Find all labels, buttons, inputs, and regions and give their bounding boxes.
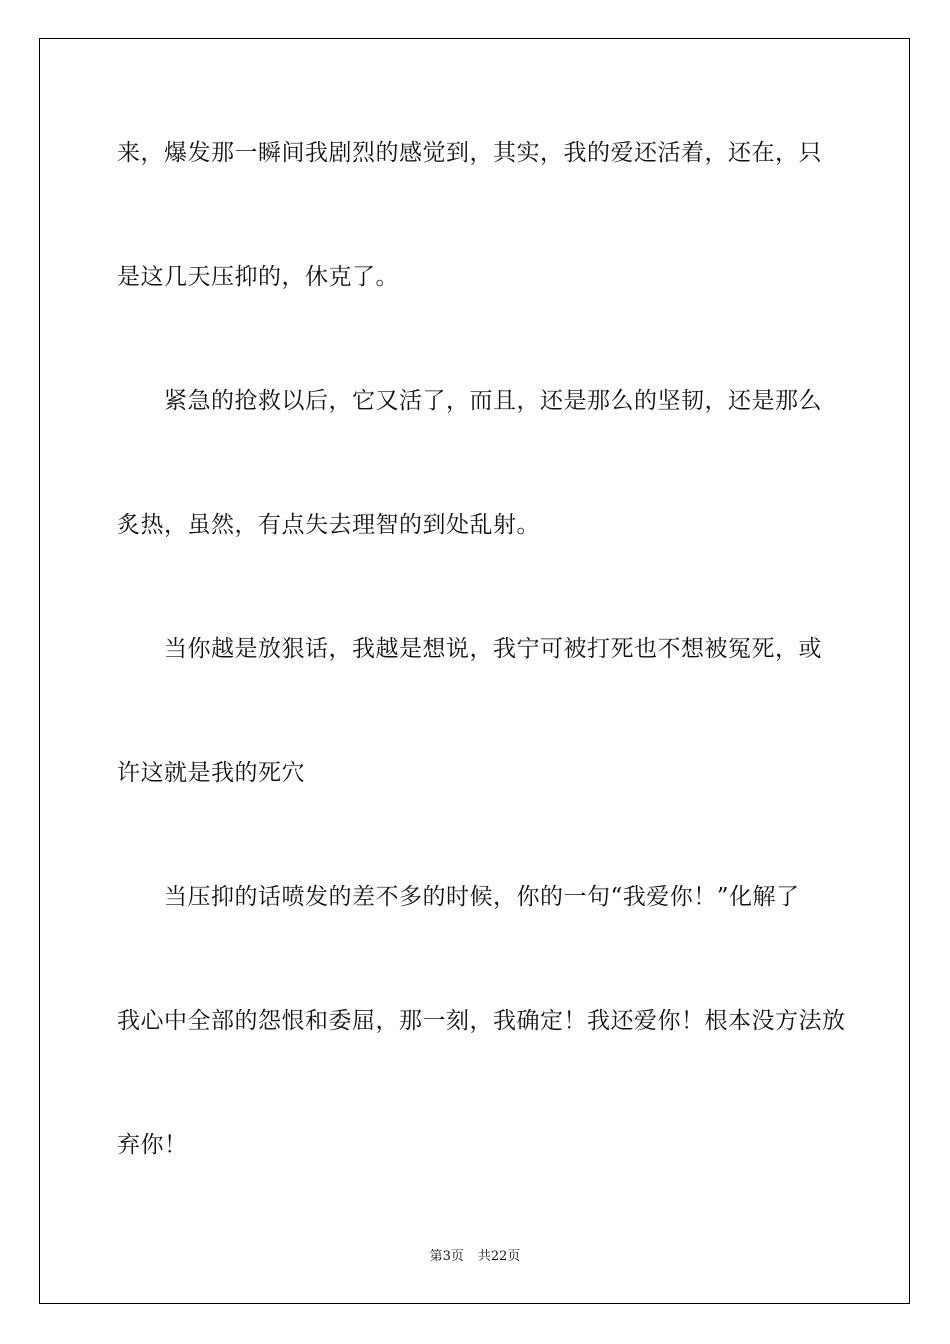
page-border [39, 38, 910, 1304]
text-line: 炙热，虽然，有点失去理智的到处乱射。 [117, 512, 540, 538]
text-line: 当你越是放狠话，我越是想说，我宁可被打死也不想被冤死，或 [117, 636, 822, 662]
text-line: 紧急的抢救以后，它又活了，而且，还是那么的坚韧，还是那么 [117, 388, 822, 414]
text-line: 来，爆发那一瞬间我剧烈的感觉到，其实，我的爱还活着，还在，只 [117, 140, 822, 166]
page-total: 共22页 [477, 1249, 521, 1264]
text-line: 许这就是我的死穴 [117, 760, 305, 786]
text-line: 我心中全部的怨恨和委屈，那一刻，我确定！我还爱你！根本没方法放 [117, 1008, 846, 1034]
page-number: 第3页 [429, 1249, 464, 1264]
page-footer [0, 1249, 950, 1265]
text-line: 是这几天压抑的，休克了。 [117, 264, 399, 290]
text-line: 当压抑的话喷发的差不多的时候，你的一句“我爱你！”化解了 [117, 884, 800, 910]
text-line: 弃你！ [117, 1132, 188, 1158]
